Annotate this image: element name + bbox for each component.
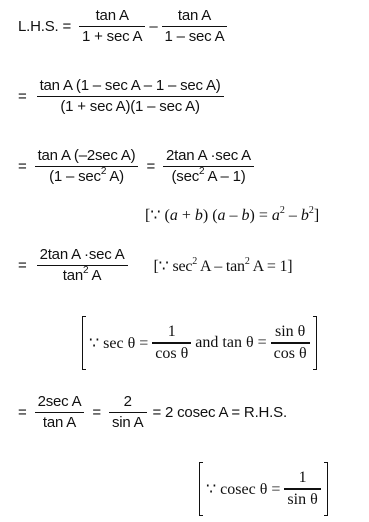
equals-sign: = xyxy=(18,88,27,106)
var-a: a xyxy=(217,207,226,224)
lhs-line xyxy=(18,6,227,47)
exponent: 2 xyxy=(244,255,250,267)
exponent: 2 xyxy=(100,166,107,178)
fraction-step3a xyxy=(35,146,139,187)
note-text: A = 1] xyxy=(249,257,293,275)
note-text: [∵ ( xyxy=(145,207,170,224)
fraction-numerator: 1 xyxy=(167,323,176,341)
exponent: 2 xyxy=(308,205,314,216)
fraction-denominator xyxy=(168,167,248,187)
fraction-tan xyxy=(271,322,310,363)
den-part: A – 1) xyxy=(204,168,246,186)
fraction-numerator: tan A (–2sec A) xyxy=(37,147,136,164)
equals-sign: = xyxy=(18,404,27,422)
note-text: – xyxy=(225,207,242,224)
var-b: b xyxy=(300,207,309,224)
fraction-step5a xyxy=(35,392,85,433)
fraction-numerator: tan A xyxy=(177,7,212,24)
exponent: 2 xyxy=(83,265,89,277)
note-text: ) ( xyxy=(202,207,218,224)
fraction-denominator: sin θ xyxy=(287,490,318,508)
step-5-line xyxy=(18,392,287,433)
identity-box-sec-tan xyxy=(82,316,317,370)
fraction-denominator: 1 – sec A xyxy=(164,28,225,46)
var-b: b xyxy=(194,207,203,224)
fraction-step3b xyxy=(163,146,254,187)
note-text: ∵ sec θ = xyxy=(89,335,149,352)
fraction-1 xyxy=(79,6,145,47)
note-text: ) = xyxy=(249,207,272,224)
note-text: A – tan xyxy=(197,257,245,275)
note-text: ] xyxy=(313,207,320,224)
var-a: a xyxy=(271,207,280,224)
fraction-numerator: 2sec A xyxy=(37,393,82,410)
note-text: + xyxy=(177,207,195,224)
fraction-denominator: 1 + sec A xyxy=(82,28,143,46)
fraction-numerator: tan A xyxy=(95,7,129,24)
fraction-denominator: tan A xyxy=(42,414,77,432)
fraction-denominator: cos θ xyxy=(273,344,307,362)
note-text: – xyxy=(284,207,301,224)
note-text: and tan θ = xyxy=(195,334,267,351)
fraction-cosec xyxy=(284,468,320,509)
fraction-numerator: 2 xyxy=(123,393,132,410)
fraction-sec xyxy=(152,322,191,363)
note-text: [∵ sec xyxy=(153,257,193,275)
result-text: = 2 cosec A = R.H.S. xyxy=(152,404,287,422)
exponent: 2 xyxy=(192,255,198,267)
fraction-denominator xyxy=(60,266,105,286)
fraction-numerator: sin θ xyxy=(274,323,306,341)
fraction-denominator: (1 + sec A)(1 – sec A) xyxy=(60,98,200,116)
equals-sign: = xyxy=(18,158,27,176)
fraction-numerator: 1 xyxy=(298,469,307,487)
note-text: ∵ cosec θ = xyxy=(206,481,281,498)
lhs-label: L.H.S. = xyxy=(18,18,72,36)
den-part: tan xyxy=(62,267,84,285)
fraction-numerator: 2tan A ·sec A xyxy=(166,147,251,164)
step-4-line xyxy=(18,245,292,286)
den-part: A) xyxy=(106,168,124,186)
equals-sign: = xyxy=(92,404,101,422)
fraction-denominator xyxy=(46,167,127,187)
equals-sign: = xyxy=(146,158,156,176)
fraction-step2 xyxy=(37,76,224,117)
minus-operator: – xyxy=(149,18,158,36)
identity-note-2 xyxy=(154,256,293,276)
identity-box-cosec xyxy=(199,462,328,516)
fraction-2 xyxy=(162,6,228,47)
exponent: 2 xyxy=(279,205,285,216)
fraction-step5b xyxy=(109,392,147,433)
fraction-numerator: 2tan A ·sec A xyxy=(39,246,125,263)
fraction-numerator: tan A (1 – sec A – 1 – sec A) xyxy=(39,77,221,94)
den-part: (1 – sec xyxy=(49,168,101,186)
fraction-denominator: sin A xyxy=(111,414,144,432)
den-part: A xyxy=(88,267,102,285)
den-part: (sec xyxy=(171,168,200,186)
step-3-line xyxy=(18,146,254,187)
exponent: 2 xyxy=(199,166,205,178)
var-b: b xyxy=(241,207,250,224)
equals-sign: = xyxy=(18,257,27,275)
step-2-line xyxy=(18,76,224,117)
var-a: a xyxy=(169,207,178,224)
fraction-denominator: cos θ xyxy=(155,344,189,362)
fraction-step4 xyxy=(37,245,128,286)
identity-note-1 xyxy=(145,205,319,225)
